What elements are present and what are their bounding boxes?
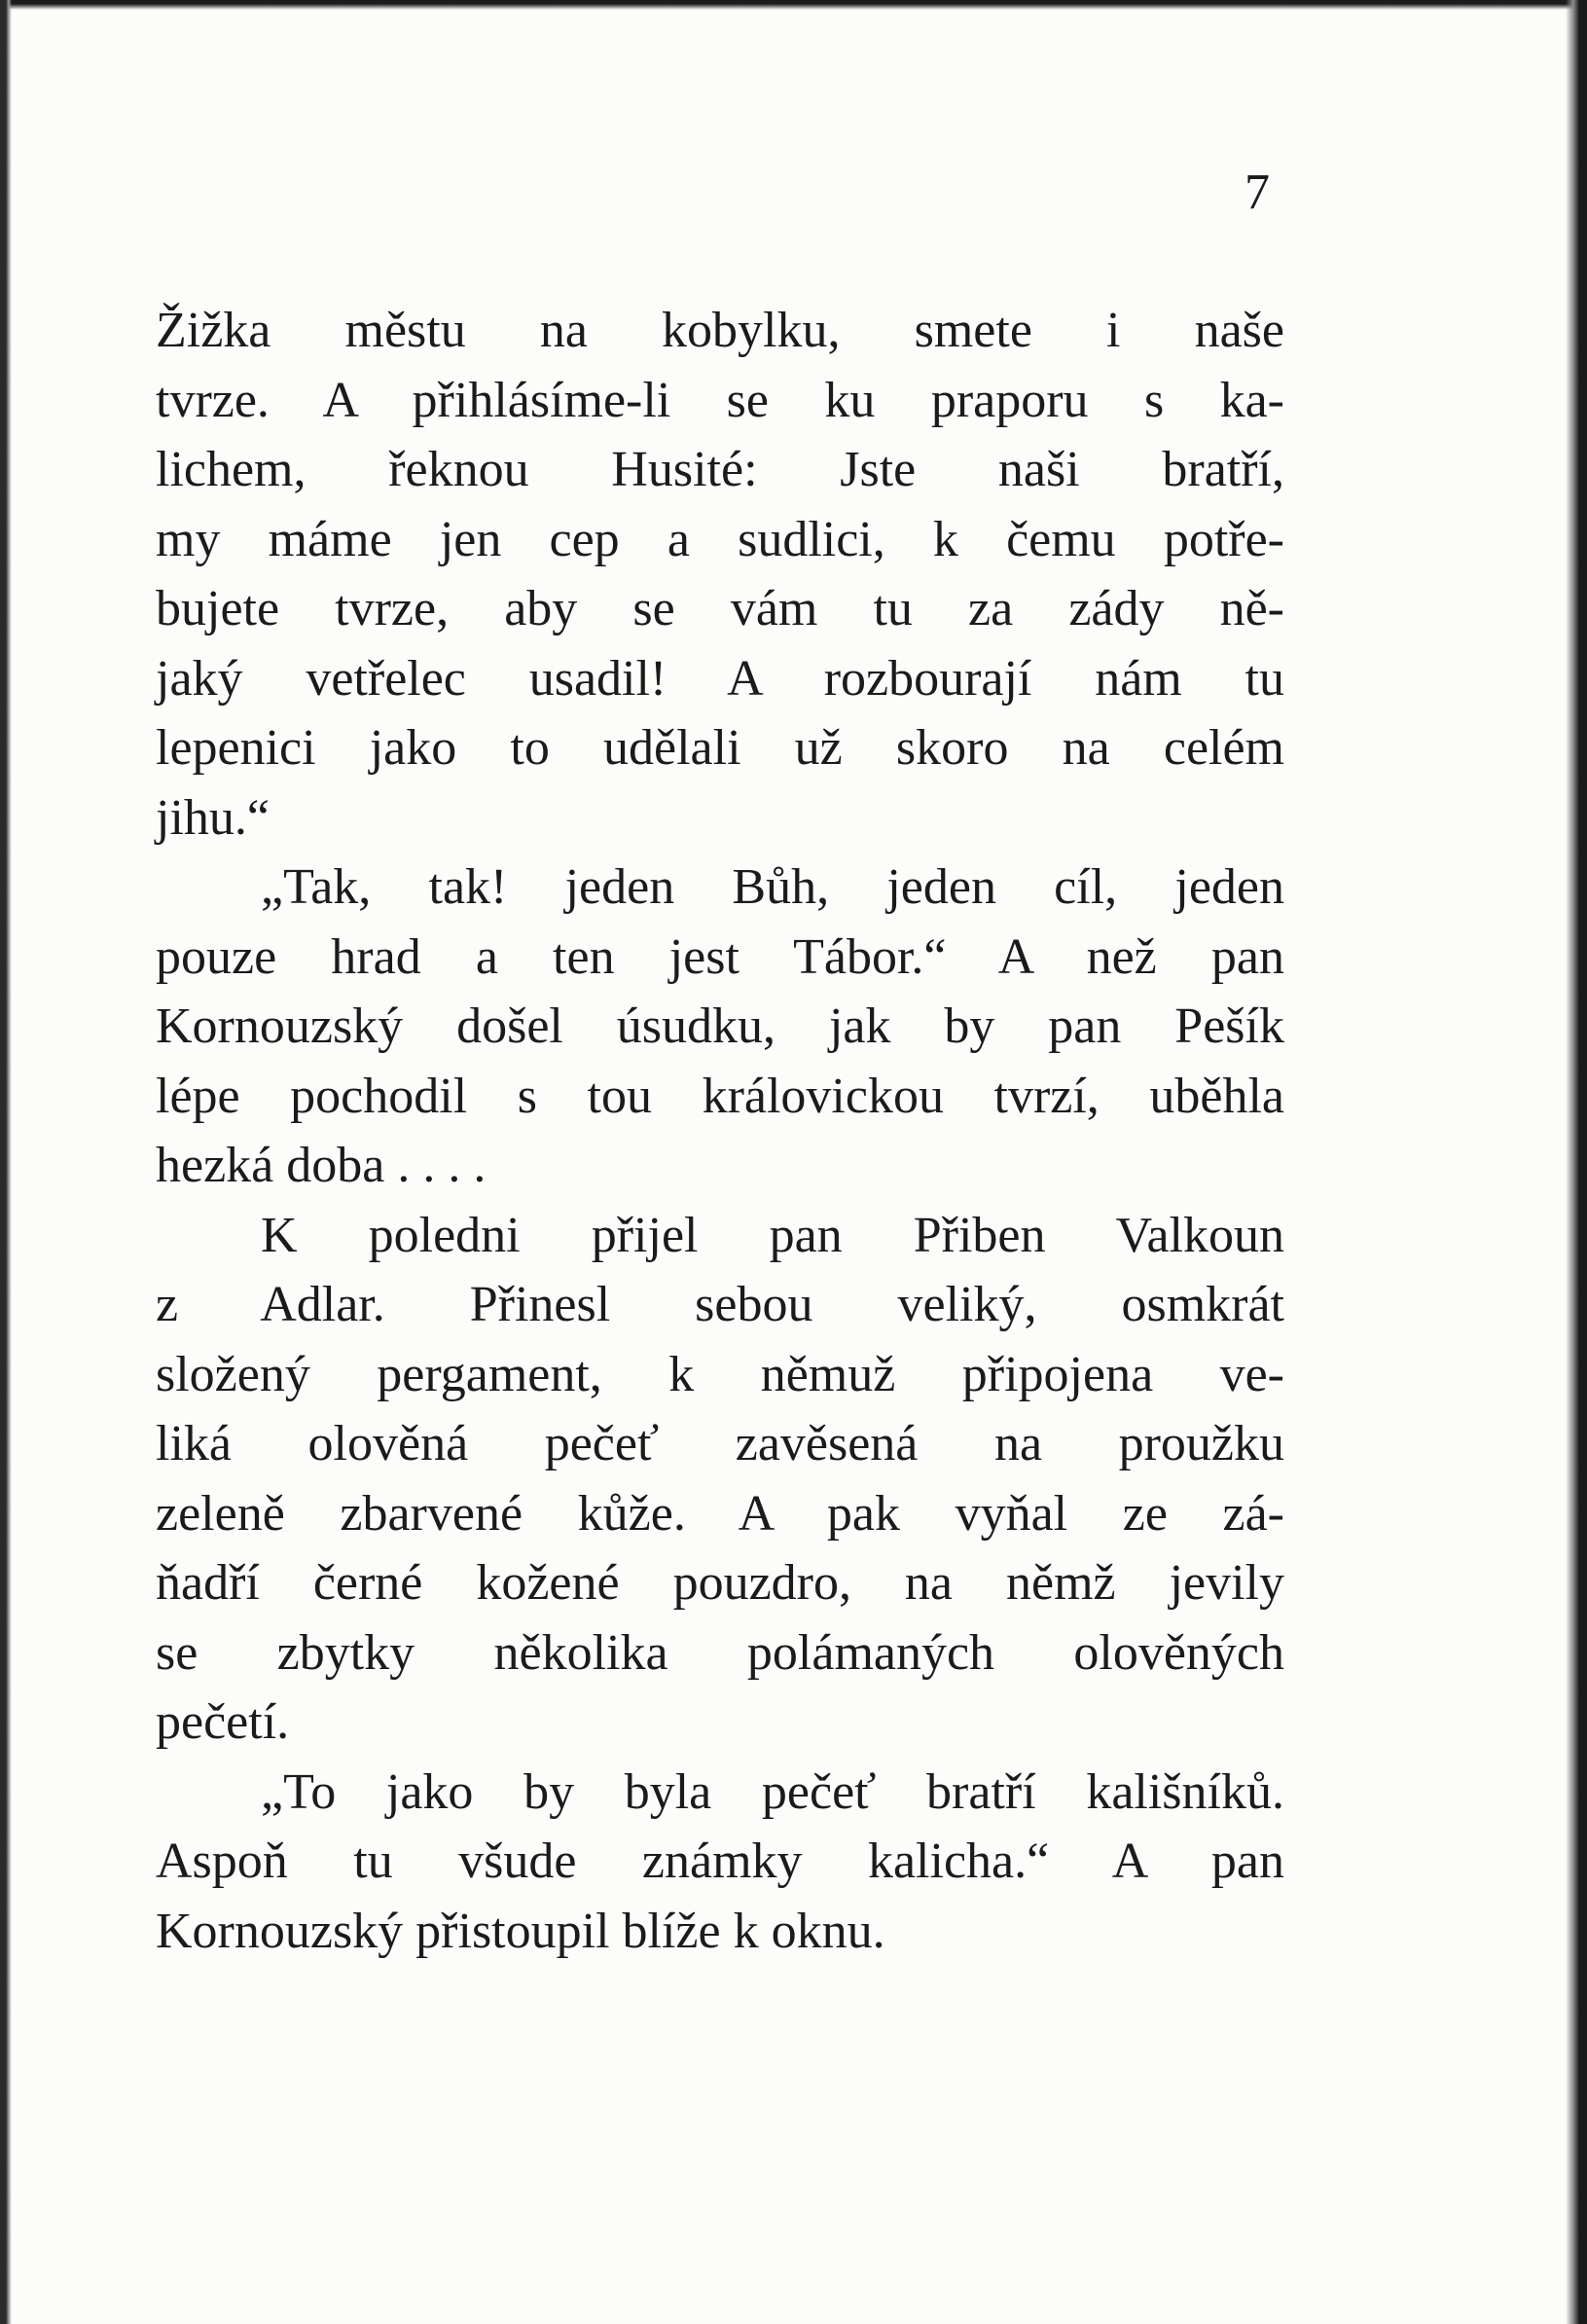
text-line: pečetí. [156, 1694, 290, 1750]
text-line: Aspoň tu všude známky kalicha.“ A pan [156, 1834, 1284, 1889]
text-line: hezká doba . . . . [156, 1138, 487, 1193]
text-line: „Tak, tak! jeden Bůh, jeden cíl, jeden [261, 859, 1284, 915]
text-line: Kornouzský přistoupil blíže k oknu. [156, 1903, 885, 1959]
scan-edge-right [1566, 0, 1587, 2324]
page-number: 7 [1244, 164, 1270, 220]
text-line: liká olověná pečeť zavěsená na proužku [156, 1416, 1284, 1471]
text-line: bujete tvrze, aby se vám tu za zády ně- [156, 581, 1284, 636]
text-line: my máme jen cep a sudlici, k čemu potře- [156, 511, 1284, 567]
text-line: lépe pochodil s tou královickou tvrzí, uběhla [156, 1068, 1284, 1124]
text-line: se zbytky několika polámaných olověných [156, 1624, 1284, 1681]
scan-edge-left [0, 0, 12, 2324]
text-line: Žižka městu na kobylku, smete i naše [156, 303, 1284, 358]
body-text [156, 296, 1284, 1966]
text-line: složený pergament, k němuž připojena ve- [156, 1346, 1284, 1402]
text-line: jihu.“ [156, 789, 270, 846]
text-line: z Adlar. Přinesl sebou veliký, osmkrát [156, 1277, 1284, 1332]
text-line: K poledni přijel pan Přiben Valkoun [261, 1207, 1284, 1263]
text-line: lichem, řeknou Husité: Jste naši bratří, [156, 442, 1284, 497]
text-line: pouze hrad a ten jest Tábor.“ A než pan [156, 928, 1284, 985]
text-line: tvrze. A přihlásíme-li se ku praporu s ka- [156, 372, 1284, 428]
text-line: zeleně zbarvené kůže. A pak vyňal ze zá- [156, 1485, 1284, 1542]
text-line: ňadří černé kožené pouzdro, na němž jevily [156, 1555, 1284, 1611]
text-line: lepenici jako to udělali už skoro na celém [156, 720, 1284, 776]
scan-edge-top [0, 0, 1587, 10]
text-line: Kornouzský došel úsudku, jak by pan Pešík [156, 999, 1284, 1054]
text-line: „To jako by byla pečeť bratří kališníků. [261, 1763, 1284, 1820]
text-line: jaký vetřelec usadil! A rozbourají nám tu [156, 650, 1284, 707]
